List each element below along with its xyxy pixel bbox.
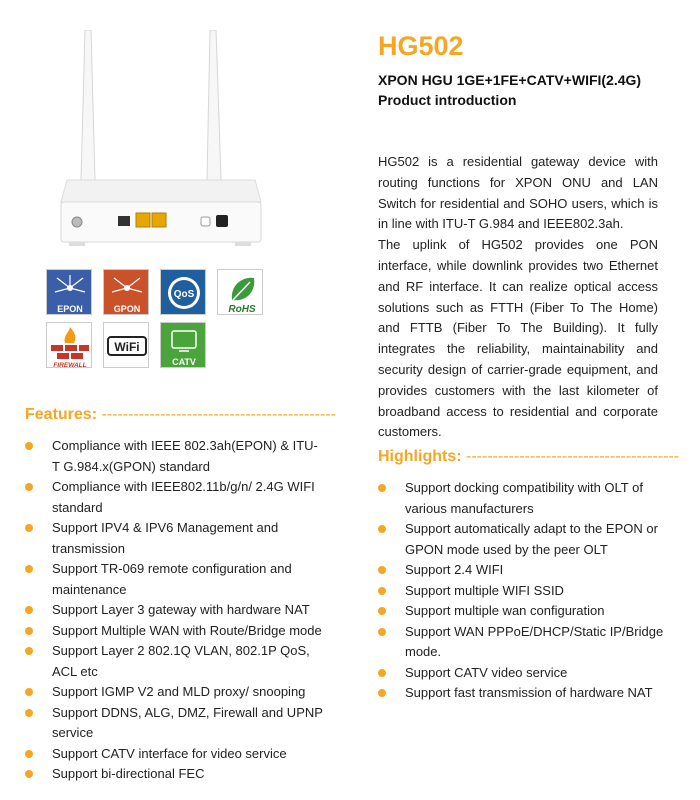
list-item: Support TR-069 remote configuration and maintenance (25, 559, 325, 600)
product-model-line: XPON HGU 1GE+1FE+CATV+WIFI(2.4G) (378, 72, 642, 88)
product-title: HG502 (378, 31, 464, 61)
list-item: Compliance with IEEE 802.3ah(EPON) & ITU-T G.984.x(GPON) standard (25, 436, 325, 477)
wifi-label: WiFi (114, 340, 140, 354)
catv-label: CATV (172, 357, 196, 367)
qos-badge-icon (160, 269, 206, 315)
list-item: Support Layer 3 gateway with hardware NAT (25, 600, 325, 621)
features-heading-divider: -------------------------------------------- (101, 406, 336, 423)
router-product-image (55, 30, 265, 255)
catv-badge-icon (160, 322, 206, 368)
list-item: Support IGMP V2 and MLD proxy/ snooping (25, 682, 325, 703)
list-item: Support bi-directional FEC (25, 764, 325, 785)
list-item: Support Multiple WAN with Route/Bridge mode (25, 621, 325, 642)
intro-paragraph-1: HG502 is a residential gateway device with routing functions for XPON ONU and LAN Switch for residential and SOHO users, which is in line with ITU-T G.984 and IEEE802.3ah. (378, 154, 658, 232)
product-intro-heading: Product introduction (378, 92, 517, 108)
qos-label: QoS (173, 289, 195, 300)
list-item: Support IPV4 & IPV6 Management and transmission (25, 518, 325, 559)
list-item: Support DDNS, ALG, DMZ, Firewall and UPNP service (25, 703, 325, 744)
firewall-label: FIREWALL (53, 362, 87, 368)
epon-badge-icon (46, 269, 92, 315)
highlights-heading-text: Highlights: (378, 448, 462, 465)
gpon-label: GPON (113, 304, 141, 314)
list-item: Support Layer 2 802.1Q VLAN, 802.1P QoS, ACL etc (25, 641, 325, 682)
list-item: Support docking compatibility with OLT of various manufacturers (378, 478, 688, 519)
list-item: Support multiple WIFI SSID (378, 581, 688, 602)
list-item: Compliance with IEEE802.11b/g/n/ 2.4G WIFI standard (25, 477, 325, 518)
product-subtitle (378, 70, 641, 110)
epon-label: EPON (57, 304, 83, 314)
highlights-heading-divider: ---------------------------------------- (466, 448, 680, 465)
list-item: Support 2.4 WIFI (378, 560, 688, 581)
features-heading (25, 406, 336, 424)
gpon-badge-icon (103, 269, 149, 315)
highlights-heading (378, 448, 679, 466)
list-item: Support WAN PPPoE/DHCP/Static IP/Bridge mode. (378, 622, 688, 663)
highlights-list (378, 478, 688, 704)
list-item: Support automatically adapt to the EPON or GPON mode used by the peer OLT (378, 519, 688, 560)
product-intro (378, 152, 658, 443)
features-list (25, 436, 325, 785)
wifi-badge-icon (103, 322, 149, 368)
intro-paragraph-2: The uplink of HG502 provides one PON interface, while downlink provides two Ethernet and RF interface. It can realize optical access solutions such as FTTH (Fiber To The Home) and FTTB (Fiber To The Building). It fully integrates the reliability, maintainability and security design of carrier-grade equipment, and provides customers with the last kilometer of broadband access to residential and corporate customers. (378, 237, 658, 440)
rohs-badge-icon (217, 269, 263, 315)
features-heading-text: Features: (25, 406, 98, 423)
list-item: Support CATV video service (378, 663, 688, 684)
list-item: Support multiple wan configuration (378, 601, 688, 622)
list-item: Support CATV interface for video service (25, 744, 325, 765)
firewall-badge-icon (46, 322, 92, 368)
list-item: Support fast transmission of hardware NAT (378, 683, 688, 704)
rohs-label: RoHS (228, 304, 256, 315)
